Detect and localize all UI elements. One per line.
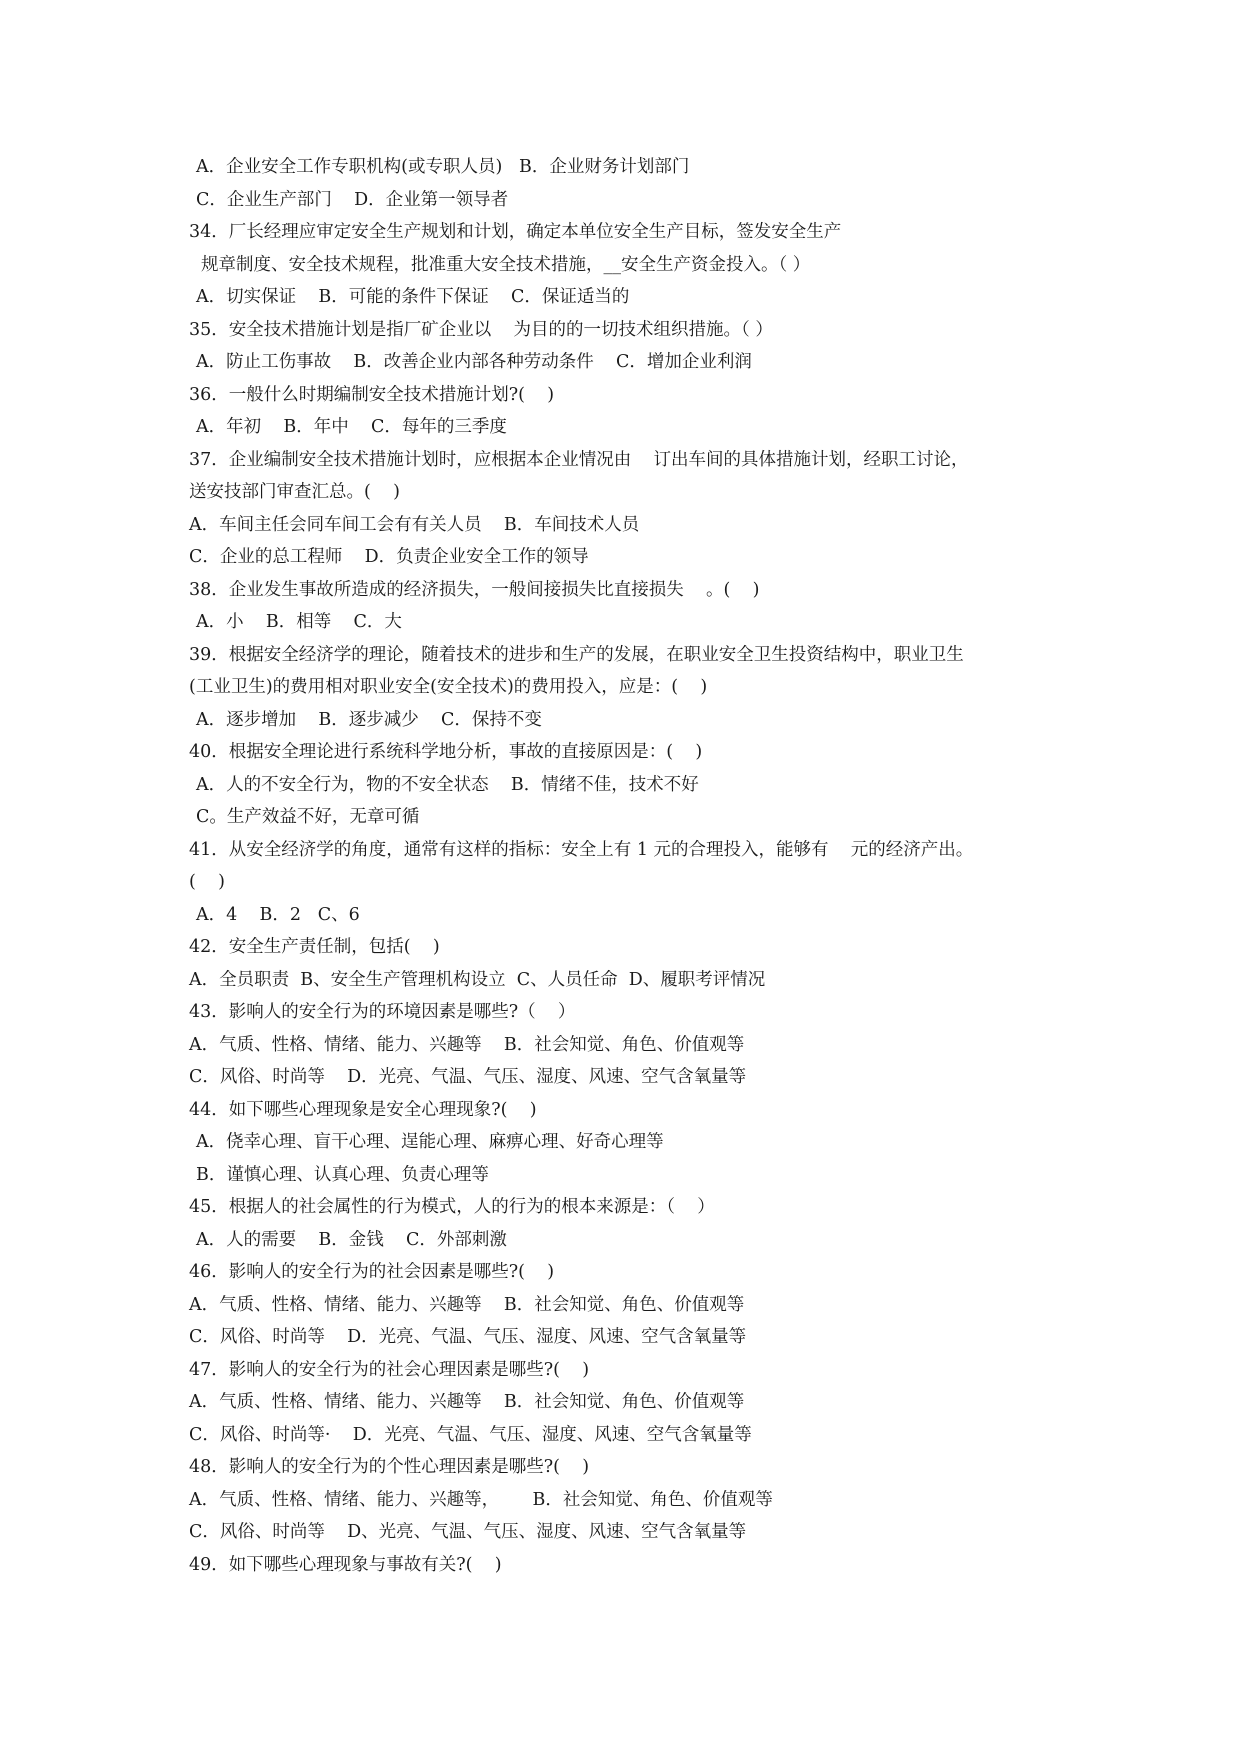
text-line: 36．一般什么时期编制安全技术措施计划?( ) (189, 384, 555, 405)
text-line: 46．影响人的安全行为的社会因素是哪些?( ) (189, 1262, 555, 1282)
text-line: 送安技部门审查汇总。( ) (189, 482, 400, 502)
text-line: C．企业生产部门 D．企业第一领导者 (196, 189, 509, 210)
text-line: ( ) (189, 872, 225, 892)
text-line: C。生产效益不好，无章可循 (196, 807, 420, 827)
text-line: 41．从安全经济学的角度，通常有这样的指标：安全上有 1 元的合理投入，能够有 元的经济产出。 (189, 839, 974, 860)
text-line: 45．根据人的社会属性的行为模式，人的行为的根本来源是：（ ） (189, 1197, 715, 1217)
text-line: A．全员职责 B、安全生产管理机构设立 C、人员任命 D、履职考评情况 (189, 969, 766, 990)
text-line: A．4 B．2 C、6 (196, 904, 360, 925)
question-list (189, 151, 1069, 1581)
text-line: 37．企业编制安全技术措施计划时，应根据本企业情况由 订出车间的具体措施计划，经职工讨论， (189, 449, 969, 470)
text-line: A．年初 B．年中 C．每年的三季度 (196, 417, 507, 437)
text-line: 42．安全生产责任制，包括( ) (189, 937, 440, 957)
text-line: C．风俗、时尚等 D、光亮、气温、气压、湿度、风速、空气含氧量等 (189, 1522, 747, 1542)
text-line: 47．影响人的安全行为的社会心理因素是哪些?( ) (189, 1359, 590, 1380)
text-line: 43．影响人的安全行为的环境因素是哪些?（ ） (189, 1002, 576, 1022)
text-line: 规章制度、安全技术规程，批准重大安全技术措施，__安全生产资金投入。（ ） (201, 254, 811, 275)
text-line: A．小 B．相等 C．大 (196, 612, 402, 632)
text-line: A．气质、性格、情绪、能力、兴趣等 B．社会知觉、角色、价值观等 (189, 1392, 745, 1412)
text-line: C．风俗、时尚等 D．光亮、气温、气压、湿度、风速、空气含氧量等 (189, 1067, 747, 1087)
text-line: C．企业的总工程师 D．负责企业安全工作的领导 (189, 547, 589, 567)
text-line: A．侥幸心理、盲干心理、逞能心理、麻痹心理、好奇心理等 (196, 1132, 664, 1152)
text-line: A．气质、性格、情绪、能力、兴趣等 B．社会知觉、角色、价值观等 (189, 1294, 745, 1315)
text-line: 38．企业发生事故所造成的经济损失，一般间接损失比直接损失 。( ) (189, 579, 760, 600)
text-line: 40．根据安全理论进行系统科学地分析，事故的直接原因是：( ) (189, 742, 703, 762)
text-line: A．人的需要 B．金钱 C．外部刺激 (196, 1229, 507, 1250)
text-line: A．企业安全工作专职机构(或专职人员) B．企业财务计划部门 (196, 157, 690, 177)
text-line: A．人的不安全行为，物的不安全状态 B．情绪不佳，技术不好 (196, 774, 699, 795)
text-line: B．谨慎心理、认真心理、负责心理等 (196, 1164, 489, 1185)
text-line: 35．安全技术措施计划是指厂矿企业以 为目的的一切技术组织措施。（ ） (189, 319, 773, 340)
text-line: A．气质、性格、情绪、能力、兴趣等 B．社会知觉、角色、价值观等 (189, 1034, 745, 1055)
text-line: C．风俗、时尚等 D．光亮、气温、气压、湿度、风速、空气含氧量等 (189, 1327, 747, 1347)
text-line: A．逐步增加 B．逐步减少 C．保持不变 (196, 709, 542, 730)
text-line: 48．影响人的安全行为的个性心理因素是哪些?( ) (189, 1457, 590, 1477)
text-line: 49．如下哪些心理现象与事故有关?( ) (189, 1554, 502, 1575)
text-line: 39．根据安全经济学的理论，随着技术的进步和生产的发展，在职业安全卫生投资结构中，职业卫生 (189, 644, 964, 665)
text-line: 34．厂长经理应审定安全生产规划和计划，确定本单位安全生产目标，签发安全生产 (189, 222, 842, 242)
text-line: A．切实保证 B．可能的条件下保证 C．保证适当的 (196, 287, 630, 307)
text-line: (工业卫生)的费用相对职业安全(安全技术)的费用投入，应是：( ) (189, 677, 708, 697)
text-line: A．车间主任会同车间工会有有关人员 B．车间技术人员 (189, 514, 640, 535)
text-line: 44．如下哪些心理现象是安全心理现象?( ) (189, 1099, 537, 1120)
text-line: A．防止工伤事故 B．改善企业内部各种劳动条件 C．增加企业利润 (196, 352, 752, 372)
text-line: A．气质、性格、情绪、能力、兴趣等， B．社会知觉、角色、价值观等 (189, 1489, 773, 1510)
text-line: C．风俗、时尚等· D．光亮、气温、气压、湿度、风速、空气含氧量等 (189, 1424, 752, 1445)
